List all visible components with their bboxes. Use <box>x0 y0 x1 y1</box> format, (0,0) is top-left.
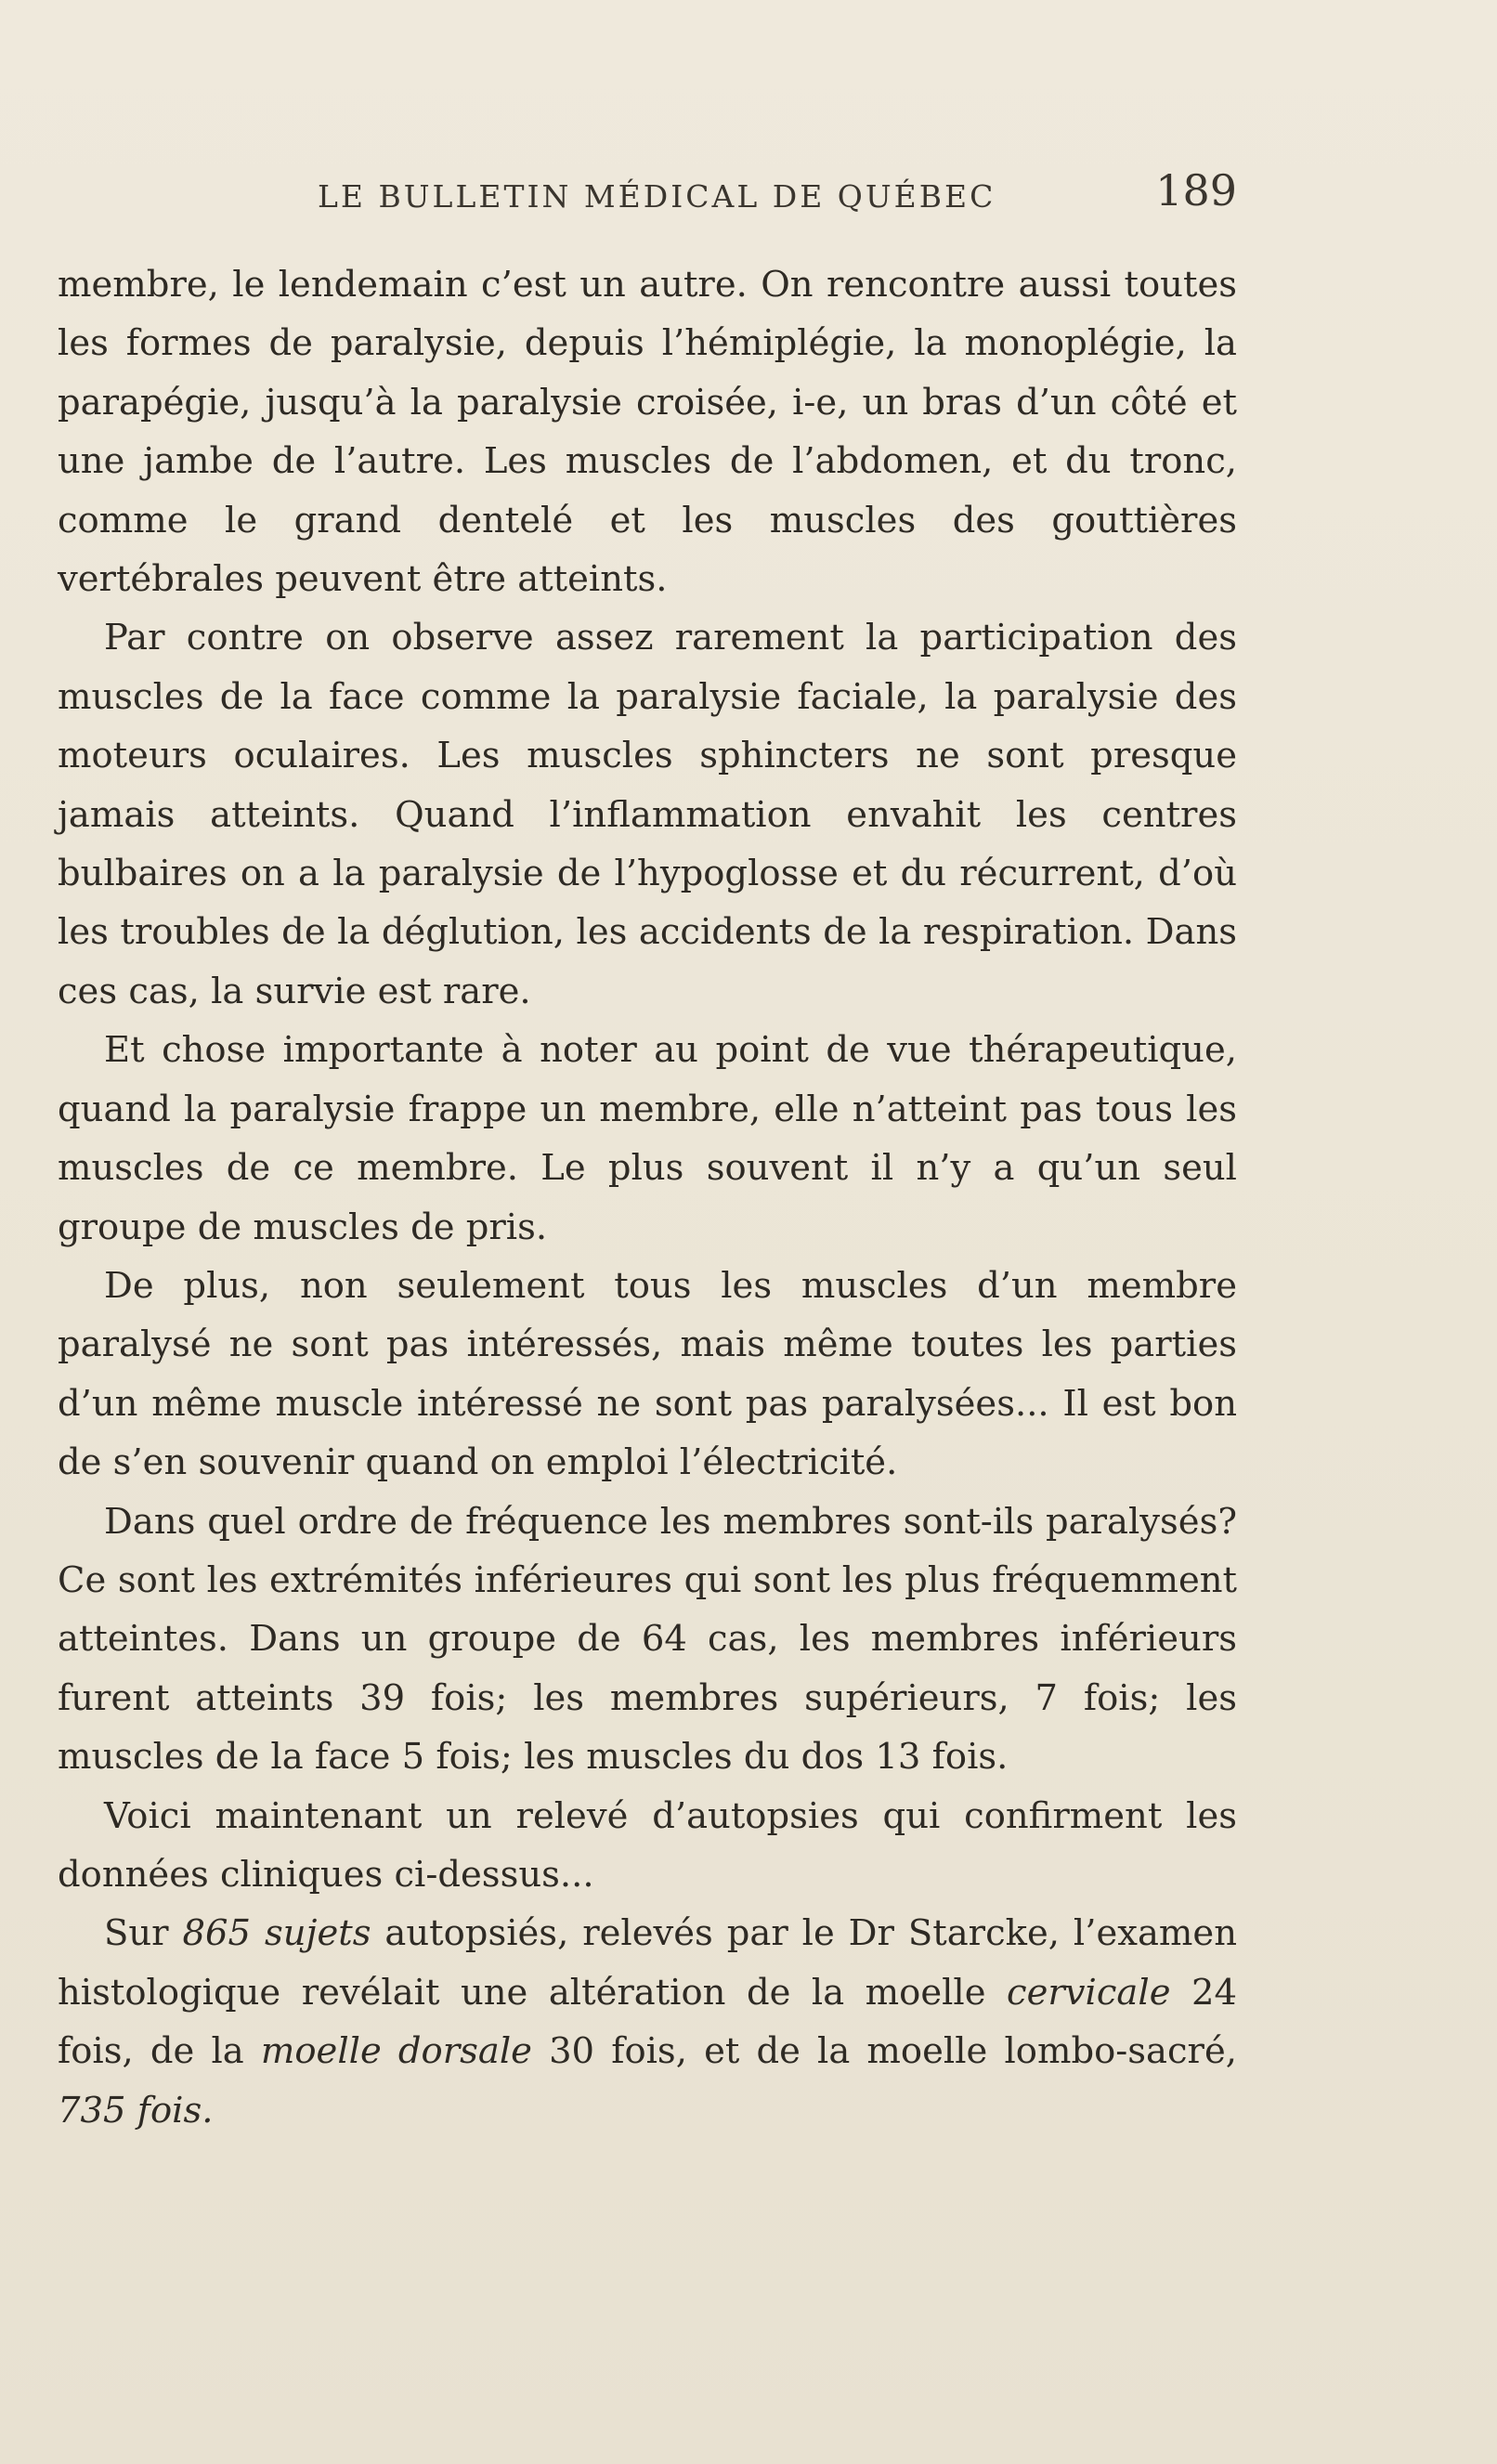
page-number: 189 <box>1155 165 1237 215</box>
p7-num-subjects: 865 <box>182 1912 252 1955</box>
running-head <box>58 165 1237 221</box>
paragraph-5: Dans quel ordre de fréquence les membres sont-ils paralysés? Ce sont les extrémités inférieures qui sont les plus fréquemment atteintes. Dans un groupe de 64 cas, les membres inférieurs furent atteints 39 fois; les membres supérieurs, 7 fois; les muscles de la face 5 fois; les muscles du dos 13 fois. <box>58 1500 1237 1779</box>
p7-part3: 30 fois, et de la moelle lombo-sacré, <box>549 2030 1237 2073</box>
paragraph-3: Et chose importante à noter au point de vue thérapeutique, quand la paralysie frappe un membre, elle n’atteint pas tous les muscles de ce membre. Le plus souvent il n’y a qu’un seul groupe de muscles de pris. <box>58 1029 1237 1248</box>
p7-lumbar-count: 735 fois. <box>58 2089 214 2132</box>
body-text <box>58 255 1237 2140</box>
p7-lead: Sur <box>104 1912 169 1955</box>
p7-part2: 24 fois, de la <box>58 1971 1237 2073</box>
p7-dorsal: moelle dorsale <box>260 2030 532 2073</box>
paragraph-6: Voici maintenant un relevé d’autopsies qui confirment les données cliniques ci-dessus... <box>58 1794 1237 1896</box>
paragraph-2: Par contre on observe assez rarement la participation des muscles de la face comme la paralysie faciale, la paralysie des moteurs oculaires. Les muscles sphincters ne sont presque jamais atteints. Quand l’inflammation envahit les centres bulbaires on a la paralysie de l’hypoglosse et du récurrent, d’où les troubles de la déglution, les accidents de la respiration. Dans ces cas, la survie est rare. <box>58 617 1237 1012</box>
p7-subjects-word: sujets <box>264 1912 371 1955</box>
p7-part1: autopsiés, relevés par le Dr Starcke, l’examen histologique revélait une altération de la moelle <box>58 1912 1237 2014</box>
running-title: LE BULLETIN MÉDICAL DE QUÉBEC <box>318 178 996 215</box>
paragraph-1: membre, le lendemain c’est un autre. On rencontre aussi toutes les formes de paralysie, depuis l’hémiplégie, la monoplégie, la parapégie, jusqu’à la paralysie croisée, i-e, un bras d’un côté et une jambe de l’autre. Les muscles de l’abdomen, et du tronc, comme le grand dentelé et les muscles des gouttières vertébrales peuvent être atteints. <box>58 264 1237 601</box>
paragraph-4: De plus, non seulement tous les muscles d’un membre paralysé ne sont pas intéressés, mais même toutes les parties d’un même muscle intéressé ne sont pas paralysées... Il est bon de s’en souvenir quand on emploi l’électricité. <box>58 1264 1237 1484</box>
p7-cervical: cervicale <box>1007 1971 1171 2014</box>
paragraph-7 <box>58 1904 1237 2140</box>
